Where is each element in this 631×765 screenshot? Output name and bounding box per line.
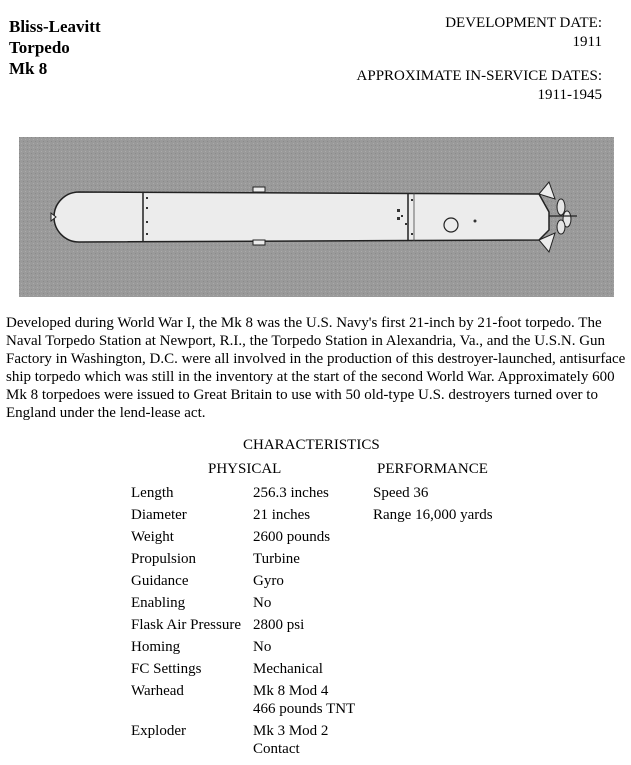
- spec-label: Exploder: [131, 723, 186, 739]
- title-line-1: Bliss-Leavitt: [9, 17, 101, 36]
- spec-row-propulsion: [131, 550, 355, 568]
- spec-row-weight: [131, 528, 355, 546]
- spec-value-line: Mk 3 Mod 2: [253, 723, 329, 739]
- spec-value: Mechanical: [253, 661, 323, 677]
- spec-row-length: [131, 484, 355, 502]
- perf-label: Range: [373, 507, 412, 523]
- spec-label: Diameter: [131, 507, 187, 523]
- description-paragraph: Developed during World War I, the Mk 8 was the U.S. Navy's first 21-inch by 21-foot torpedo. The Naval Torpedo Station at Newport, R.I., the Torpedo Station in Alexandria, Va., and the U.S.N. Gun Factory in Washington, D.C. were all involved in the production of this destroyer-launched, antisurface ship torpedo which was still in the inventory at the start of the second World War. Approximately 600 Mk 8 torpedoes were issued to Great Britain to use with 50 old-type U.S. destroyers turned over to England under the lend-lease act.: [6, 315, 626, 421]
- spec-row-enabling: [131, 594, 355, 612]
- spec-value-line: Mk 8 Mod 4: [253, 683, 329, 699]
- spec-value: 2800 psi: [253, 617, 305, 633]
- spec-label: Guidance: [131, 573, 189, 589]
- spec-value: 21 inches: [253, 507, 311, 523]
- spec-row-homing: [131, 638, 355, 656]
- spec-label: FC Settings: [131, 661, 202, 677]
- perf-row-speed: [373, 484, 493, 502]
- spec-label: Weight: [131, 529, 174, 545]
- in-service-dates-value: 1911-1945: [537, 87, 602, 103]
- performance-heading: PERFORMANCE: [377, 461, 488, 477]
- perf-value: 36: [413, 485, 429, 501]
- spec-row-guidance: [131, 572, 355, 590]
- spec-label: Length: [131, 485, 174, 501]
- torpedo-photo: [19, 137, 614, 297]
- spec-value: No: [253, 639, 272, 655]
- spec-label: Homing: [131, 639, 181, 655]
- development-date-label: DEVELOPMENT DATE:: [445, 15, 602, 31]
- spec-value: 2600 pounds: [253, 529, 331, 545]
- spec-value: [253, 682, 355, 718]
- spec-value: [253, 722, 328, 758]
- perf-value: 16,000 yards: [415, 507, 493, 523]
- spec-label: Flask Air Pressure: [131, 617, 241, 633]
- spec-row-exploder: [131, 722, 355, 758]
- title-line-3: Mk 8: [9, 59, 48, 78]
- in-service-dates-label: APPROXIMATE IN-SERVICE DATES:: [356, 68, 602, 84]
- spec-value: Gyro: [253, 573, 284, 589]
- physical-heading: PHYSICAL: [208, 461, 282, 477]
- spec-row-fc-settings: [131, 660, 355, 678]
- spec-label: Enabling: [131, 595, 186, 611]
- perf-label: Speed: [373, 485, 410, 501]
- spec-row-diameter: [131, 506, 355, 524]
- dates-block: [357, 14, 602, 105]
- physical-specs: [131, 484, 355, 762]
- performance-specs: [373, 484, 493, 528]
- characteristics-heading: CHARACTERISTICS: [243, 437, 380, 453]
- spec-value: Turbine: [253, 551, 300, 567]
- spec-label: Propulsion: [131, 551, 197, 567]
- perf-row-range: [373, 506, 493, 524]
- spec-value: No: [253, 595, 272, 611]
- spec-value: 256.3 inches: [253, 485, 329, 501]
- title-line-2: Torpedo: [9, 38, 70, 57]
- spec-row-flask-air-pressure: [131, 616, 355, 634]
- spec-row-warhead: [131, 682, 355, 718]
- spec-label: Warhead: [131, 683, 184, 699]
- development-date-value: 1911: [572, 34, 602, 50]
- spec-value-line: Contact: [253, 741, 300, 757]
- spec-value-line: 466 pounds TNT: [253, 701, 356, 717]
- torpedo-title: [9, 16, 101, 79]
